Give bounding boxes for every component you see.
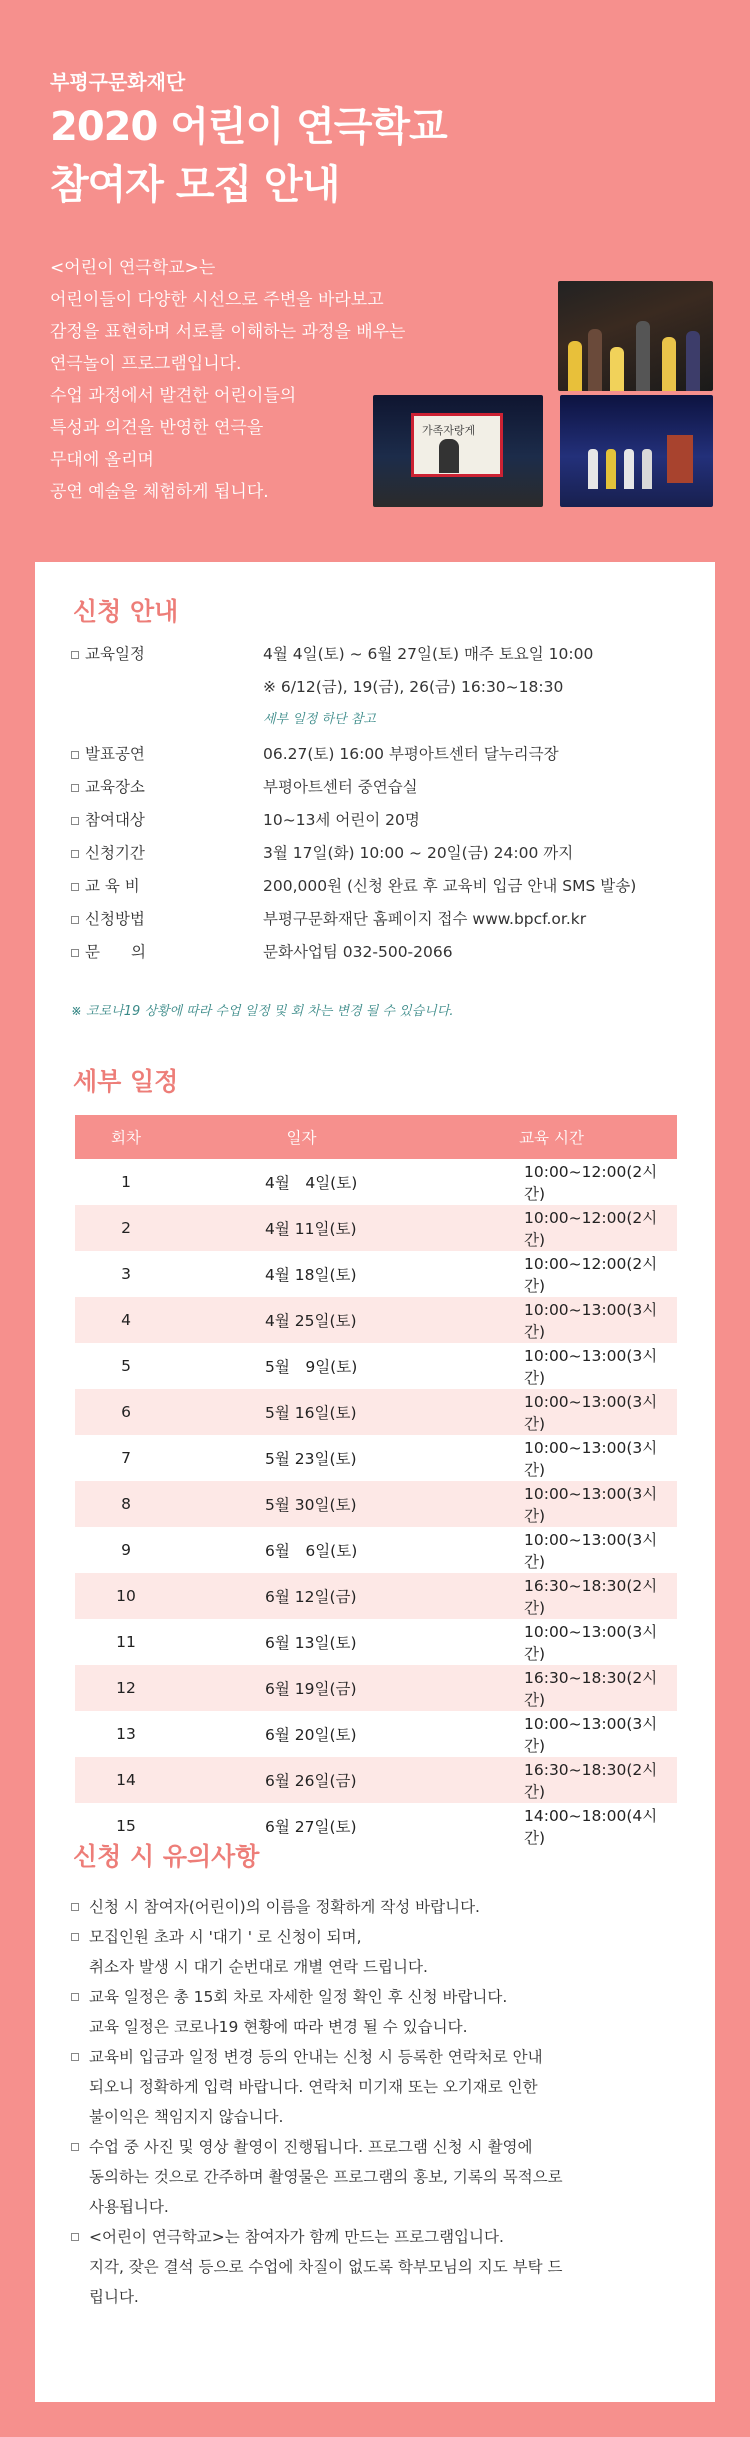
time-cell: 10:00~13:00(3시간): [426, 1481, 677, 1527]
time-cell: 10:00~13:00(3시간): [524, 1623, 658, 1663]
date-cell: 4월 11일(토): [177, 1205, 426, 1251]
table-row: [75, 1435, 677, 1481]
table-row: [75, 1159, 677, 1205]
session-cell: 8: [75, 1481, 177, 1527]
bullet-icon: [71, 883, 79, 891]
table-row: [75, 1389, 677, 1435]
date-cell: 5월 16일(토): [177, 1389, 426, 1435]
intro-line: 공연 예술을 체험하게 됩니다.: [50, 482, 269, 502]
session-cell: 14: [75, 1757, 177, 1803]
date-cell: 6월 12일(금): [177, 1573, 426, 1619]
header-date: 일자: [177, 1115, 426, 1159]
session-cell: 9: [121, 1541, 131, 1559]
table-row: [75, 1757, 677, 1803]
time-cell: 14:00~18:00(4시간): [524, 1807, 658, 1847]
session-cell: 3: [121, 1265, 131, 1283]
bullet-icon: [71, 784, 79, 792]
table-row: [75, 1711, 677, 1757]
time-cell: 16:30~18:30(2시간): [426, 1665, 677, 1711]
session-cell: 2: [75, 1205, 177, 1251]
time-cell: 10:00~13:00(3시간): [524, 1347, 658, 1387]
date-cell: 4월 18일(토): [265, 1266, 357, 1284]
apply-section-title: 신청 안내: [73, 597, 179, 626]
table-row: [75, 1343, 677, 1389]
session-cell: 13: [116, 1725, 136, 1743]
content-panel: 신청 안내 교육일정 4월 4일(토) ~ 6월 27일(토) 매주 토요일 10:00 ※ 6/12(금), 19(금), 26(금) 16:30~18:30 세부 일정 하단 참고 발표공연 06.27(토) 16:00 부평아트센터 달누리극장 교육장소 부평아트센터 중연습실 참여대상 10~13세 어린이 20명 신청기간 3월 17일(화) 10:00 ~ 20일(금) 24:00 까지 교 육 비 200,000원 (신청 완료 후 교육비 입금 안내 SMS 발송) 신청방법 부평구문화재단 홈페이지 접수 www.bpcf.or.kr 문 의 문화사업팀 032-500-2066 ※ 코로나19 상황에 따라 수업 일정 및 회 차는 변경 될 수 있습니다. 세부 일정 회차 일자 교육 시간 1 4월 4일(토) 10:00~12:00(2시간) 2 4월 11일(토) 10:00~12:00(2시간) 3 4월 18일(토) 10:00~12:00(2시간) 4 4월 25일(토) 10:00~13:00(3시간) 5 5월 9일(토) 10:00~13:00(3시간) 6 5월 16일(토) 10:00~13:00(3시간) 7 5월 23일(토) 10:00~13:00(3시간) 8 5월 30일(토) 10:00~13:00(3시간) 9 6월 6일(토) 10:00~13:00(3시간) 10 6월 12일(금) 16:30~18:30(2시간) 11 6월 13일(토) 10:00~13:00(3시간) 12 6월 19일(금) 16:30~18:30(2시간) 13 6월 20일(토) 10:00~13:00(3시간) 14 6월 26일(금) 16:30~18:30(2시간) 15 6월 27일(토) 14:00~18:00(4시간) 신청 시 유의사항 신청 시 참여자(어린이)의 이름을 정확하게 작성 바랍니다. 모집인원 초과 시 '대기 ' 로 신청이 되며, 취소자 발생 시 대기 순번대로 개별 연락 드립니다. 교육 일정은 총 15회 차로 자세한 일정 확인 후 신청 바랍니다. 교육 일정은 코로나19 현황에 따라 변경 될 수 있습니다. 교육비 입금과 일정 변경 등의 안내는 신청 시 등록한 연락처로 안내 되오니 정확하게 입력 바랍니다. 연락처 미기재 또는 오기재로 인한 불이익은 책임지지 않습니다. 수업 중 사진 및 영상 촬영이 진행됩니다. 프로그램 신청 시 촬영에 동의하는 것으로 간주하며 촬영물은 프로그램의 홍보, 기록의 목적으로 사용됩니다. <어린이 연극학교>는 참여자가 함께 만드는 프로그램입니다. 지각, 잦은 결석 등으로 수업에 차질이 없도록 학부모님의 지도 부탁 드 립니다.: [35, 562, 715, 2402]
date-cell: 4월 25일(토): [177, 1297, 426, 1343]
intro-text: [50, 252, 406, 508]
title-line-2: 참여자 모집 안내: [50, 162, 340, 208]
session-cell: 10: [75, 1573, 177, 1619]
session-cell: 7: [121, 1449, 131, 1467]
time-cell: 10:00~13:00(3시간): [426, 1389, 677, 1435]
notes-list: [71, 1892, 691, 2312]
bullet-icon: [71, 1903, 79, 1911]
session-cell: 15: [116, 1817, 136, 1835]
date-cell: 6월 6일(토): [265, 1542, 358, 1560]
schedule-section-title: 세부 일정: [73, 1067, 179, 1096]
bullet-icon: [71, 850, 79, 858]
intro-line: <어린이 연극학교>는: [50, 258, 216, 278]
intro-line: 감정을 표현하며 서로를 이해하는 과정을 배우는: [50, 322, 406, 342]
date-cell: 4월 4일(토): [265, 1174, 358, 1192]
session-cell: 12: [75, 1665, 177, 1711]
header-session: 회차: [75, 1115, 177, 1159]
session-cell: 5: [121, 1357, 131, 1375]
date-cell: 5월 9일(토): [265, 1358, 358, 1376]
bullet-icon: [71, 2233, 79, 2241]
intro-line: 수업 과정에서 발견한 어린이들의: [50, 386, 297, 406]
date-cell: 6월 19일(금): [177, 1665, 426, 1711]
time-cell: 16:30~18:30(2시간): [426, 1573, 677, 1619]
table-header-row: [75, 1115, 677, 1159]
page-title: [50, 98, 447, 214]
intro-line: 어린이들이 다양한 시선으로 주변을 바라보고: [50, 290, 384, 310]
bullet-icon: [71, 751, 79, 759]
class-photo-3: [560, 395, 713, 507]
org-name: 부평구문화재단: [50, 70, 186, 94]
time-cell: 10:00~13:00(3시간): [426, 1297, 677, 1343]
schedule-table: [75, 1115, 677, 1849]
table-row: [75, 1527, 677, 1573]
date-cell: 6월 20일(토): [265, 1726, 357, 1744]
session-cell: 6: [75, 1389, 177, 1435]
list-item: 수업 중 사진 및 영상 촬영이 진행됩니다. 프로그램 신청 시 촬영에 동의하는 것으로 간주하며 촬영물은 프로그램의 홍보, 기록의 목적으로 사용됩니다.: [71, 2132, 691, 2222]
intro-line: 특성과 의견을 반영한 연극을: [50, 418, 264, 438]
list-item: 교육 일정은 총 15회 차로 자세한 일정 확인 후 신청 바랍니다. 교육 일정은 코로나19 현황에 따라 변경 될 수 있습니다.: [71, 1982, 691, 2042]
bullet-icon: [71, 817, 79, 825]
date-cell: 6월 13일(토): [265, 1634, 357, 1652]
time-cell: 10:00~13:00(3시간): [524, 1531, 658, 1571]
title-line-1: 2020 어린이 연극학교: [50, 104, 447, 150]
bullet-icon: [71, 651, 79, 659]
time-cell: 10:00~13:00(3시간): [524, 1439, 658, 1479]
class-photo-1: [558, 281, 713, 391]
time-cell: 10:00~13:00(3시간): [524, 1715, 658, 1755]
time-cell: 10:00~12:00(2시간): [524, 1163, 658, 1203]
time-cell: 10:00~12:00(2시간): [426, 1205, 677, 1251]
list-item: 신청 시 참여자(어린이)의 이름을 정확하게 작성 바랍니다.: [71, 1892, 691, 1922]
bullet-icon: [71, 949, 79, 957]
time-cell: 16:30~18:30(2시간): [426, 1757, 677, 1803]
intro-line: 연극놀이 프로그램입니다.: [50, 354, 242, 374]
bullet-icon: [71, 916, 79, 924]
time-cell: 10:00~12:00(2시간): [524, 1255, 658, 1295]
list-item: <어린이 연극학교>는 참여자가 함께 만드는 프로그램입니다. 지각, 잦은 결석 등으로 수업에 차질이 없도록 학부모님의 지도 부탁 드 립니다.: [71, 2222, 691, 2312]
session-cell: 4: [75, 1297, 177, 1343]
list-item: 모집인원 초과 시 '대기 ' 로 신청이 되며, 취소자 발생 시 대기 순번대로 개별 연락 드립니다.: [71, 1922, 691, 1982]
session-cell: 1: [121, 1173, 131, 1191]
class-photo-2: [373, 395, 543, 507]
corona-note: ※ 코로나19 상황에 따라 수업 일정 및 회 차는 변경 될 수 있습니다.: [71, 1004, 454, 1019]
header-time: 교육 시간: [426, 1115, 677, 1159]
schedule-note: 세부 일정 하단 참고: [263, 712, 376, 727]
photo-board-text: 가족자랑게: [422, 424, 476, 437]
notes-section-title: 신청 시 유의사항: [73, 1842, 260, 1871]
bullet-icon: [71, 1993, 79, 2001]
bullet-icon: [71, 2053, 79, 2061]
list-item: 교육비 입금과 일정 변경 등의 안내는 신청 시 등록한 연락처로 안내 되오니 정확하게 입력 바랍니다. 연락처 미기재 또는 오기재로 인한 불이익은 책임지지 않습니다.: [71, 2042, 691, 2132]
intro-line: 무대에 올리며: [50, 450, 154, 470]
date-cell: 5월 23일(토): [265, 1450, 357, 1468]
table-row: [75, 1665, 677, 1711]
table-row: [75, 1297, 677, 1343]
table-row: [75, 1481, 677, 1527]
date-cell: 6월 26일(금): [177, 1757, 426, 1803]
table-row: [75, 1251, 677, 1297]
bullet-icon: [71, 2143, 79, 2151]
table-row: [75, 1573, 677, 1619]
session-cell: 11: [116, 1633, 136, 1651]
date-cell: 6월 27일(토): [265, 1818, 357, 1836]
table-row: [75, 1619, 677, 1665]
date-cell: 5월 30일(토): [177, 1481, 426, 1527]
bullet-icon: [71, 1933, 79, 1941]
table-row: [75, 1205, 677, 1251]
